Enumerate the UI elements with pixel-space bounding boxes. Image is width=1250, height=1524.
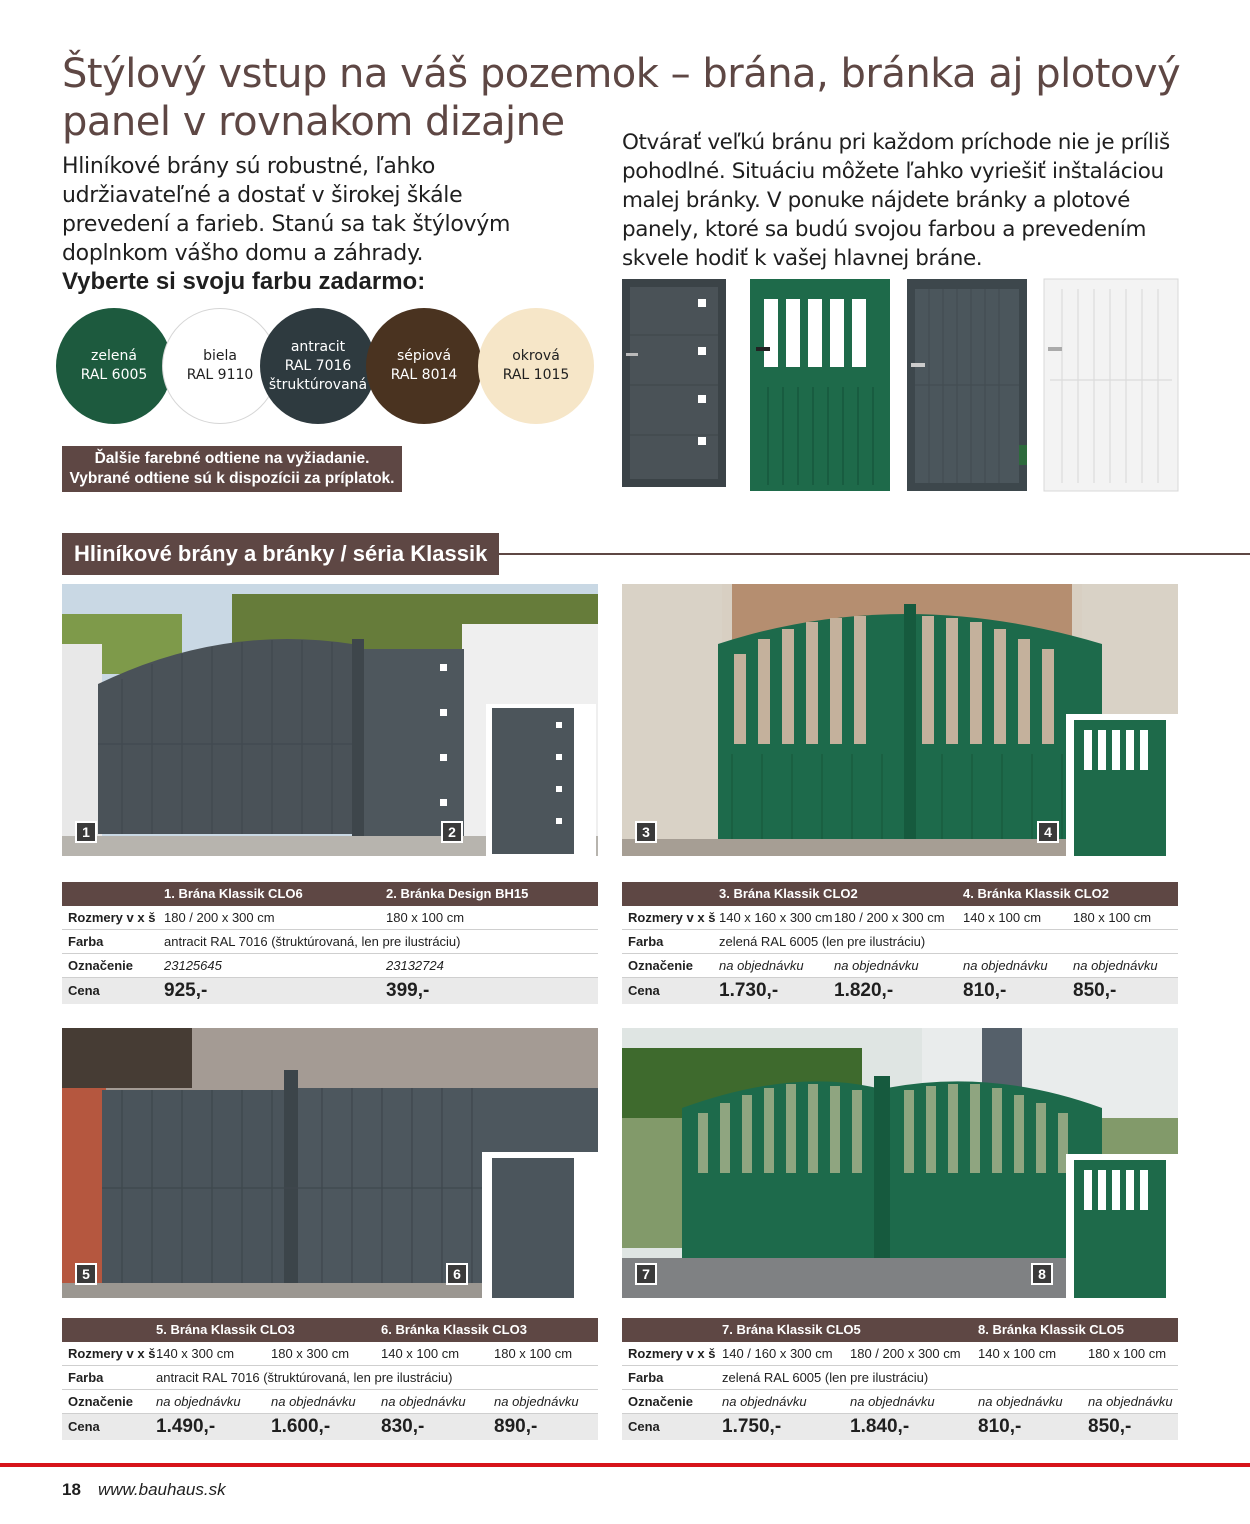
- table-cell: na objednávku: [381, 1394, 466, 1409]
- table-cell: na objednávku: [834, 958, 919, 973]
- table-cell: 180 / 200 x 300 cm: [164, 910, 275, 925]
- color-heading: Vyberte si svoju farbu zadarmo:: [62, 268, 426, 295]
- table-header: 7. Brána Klassik CLO5: [722, 1322, 861, 1337]
- table-cell: 23125645: [164, 958, 222, 973]
- swatch-label: RAL 8014: [390, 367, 458, 383]
- price: 399,-: [386, 980, 430, 1001]
- price: 890,-: [494, 1416, 538, 1437]
- table-cell: na objednávku: [850, 1394, 935, 1409]
- spec-table-2: [622, 882, 1178, 1004]
- price: 850,-: [1073, 980, 1117, 1001]
- section-divider: [490, 553, 1250, 555]
- footer-rule: [0, 1463, 1250, 1467]
- row-label: Cena: [628, 983, 660, 998]
- row-label: Farba: [68, 1370, 104, 1385]
- table-cell: zelená RAL 6005 (len pre ilustráciu): [719, 934, 926, 949]
- table-header: 3. Brána Klassik CLO2: [719, 886, 858, 901]
- photo-number: 6: [446, 1263, 468, 1285]
- spec-table-4: [622, 1318, 1178, 1440]
- color-swatch[interactable]: [56, 308, 172, 424]
- table-cell: na objednávku: [494, 1394, 579, 1409]
- spec-table-3: [62, 1318, 598, 1440]
- table-cell: antracit RAL 7016 (štruktúrovaná, len pre ilustráciu): [164, 934, 461, 949]
- gate-panel-anthracite-squares: [620, 275, 730, 495]
- table-cell: 140 x 300 cm: [156, 1346, 235, 1361]
- photo-number: 1: [75, 821, 97, 843]
- price: 1.730,-: [719, 980, 779, 1001]
- price: 810,-: [963, 980, 1007, 1001]
- table-cell: 180 x 300 cm: [271, 1346, 350, 1361]
- table-cell: 180 x 100 cm: [1073, 910, 1152, 925]
- row-label: Označenie: [628, 1394, 694, 1409]
- table-cell: 140 / 160 x 300 cm: [722, 1346, 833, 1361]
- photo-gate-clo5-green: [622, 1028, 1178, 1298]
- swatch-label: štruktúrovaná: [268, 376, 368, 393]
- row-label: Farba: [628, 1370, 664, 1385]
- row-label: Označenie: [628, 958, 694, 973]
- color-swatch[interactable]: [260, 308, 376, 424]
- row-label: Rozmery v x š: [628, 1346, 716, 1361]
- table-cell: na objednávku: [1088, 1394, 1173, 1409]
- table-cell: 140 x 160 x 300 cm: [719, 910, 833, 925]
- price: 1.820,-: [834, 980, 894, 1001]
- table-cell: 180 x 100 cm: [494, 1346, 573, 1361]
- table-header: 4. Bránka Klassik CLO2: [963, 886, 1109, 901]
- page-title: Štýlový vstup na váš pozemok – brána, bránka aj plotový panel v rovnakom dizajne: [62, 51, 1181, 145]
- price: 830,-: [381, 1416, 425, 1437]
- row-label: Cena: [628, 1419, 660, 1434]
- photo-number: 5: [75, 1263, 97, 1285]
- table-header: 2. Bránka Design BH15: [386, 886, 529, 901]
- table-cell: na objednávku: [271, 1394, 356, 1409]
- row-label: Cena: [68, 983, 100, 998]
- color-note-line2: Vybrané odtiene sú k dispozícii za príplatok.: [69, 470, 395, 487]
- swatch-label: zelená: [91, 348, 137, 364]
- table-header: 6. Bránka Klassik CLO3: [381, 1322, 527, 1337]
- table-cell: zelená RAL 6005 (len pre ilustráciu): [722, 1370, 929, 1385]
- table-cell: 23132724: [386, 958, 444, 973]
- row-label: Farba: [628, 934, 664, 949]
- swatch-label: sépiová: [396, 348, 452, 364]
- row-label: Rozmery v x š: [628, 910, 716, 925]
- table-header: 8. Bránka Klassik CLO5: [978, 1322, 1124, 1337]
- table-cell: antracit RAL 7016 (štruktúrovaná, len pre ilustráciu): [156, 1370, 453, 1385]
- price: 810,-: [978, 1416, 1022, 1437]
- intro-text-right: Otvárať veľkú bránu pri každom príchode nie je príliš pohodlné. Situáciu môžete ľahko vyriešiť inštaláciou malej bránky. V ponuke nájdete bránky a plotové panely, ktoré sa budú svojou farbou a prevedením skvele hodiť k vašej hlavnej bráne.: [622, 130, 1170, 271]
- row-label: Farba: [68, 934, 104, 949]
- photo-number: 4: [1037, 821, 1059, 843]
- color-swatch[interactable]: [366, 308, 482, 424]
- website-link[interactable]: www.bauhaus.sk: [98, 1480, 226, 1499]
- page-number: 18: [62, 1480, 81, 1499]
- gate-panel-white: [1042, 275, 1182, 500]
- table-header: 5. Brána Klassik CLO3: [156, 1322, 295, 1337]
- price: 1.490,-: [156, 1416, 216, 1437]
- swatch-label: RAL 9110: [186, 367, 254, 383]
- price: 925,-: [164, 980, 208, 1001]
- table-cell: 140 x 100 cm: [963, 910, 1042, 925]
- row-label: Označenie: [68, 1394, 134, 1409]
- swatch-label: RAL 7016: [284, 357, 352, 374]
- swatch-label: RAL 1015: [502, 367, 570, 383]
- swatch-label: okrová: [512, 348, 560, 364]
- photo-number: 2: [441, 821, 463, 843]
- row-label: Rozmery v x š: [68, 1346, 156, 1361]
- price: 850,-: [1088, 1416, 1132, 1437]
- table-cell: 180 x 100 cm: [1088, 1346, 1167, 1361]
- table-cell: na objednávku: [978, 1394, 1063, 1409]
- gate-panel-green-slats: [748, 275, 893, 500]
- photo-gate-clo6-anthracite: [62, 584, 598, 856]
- section-title: Hliníkové brány a bránky / séria Klassik: [62, 533, 499, 575]
- table-cell: 140 x 100 cm: [978, 1346, 1057, 1361]
- color-note-line1: Ďalšie farebné odtiene na vyžiadanie.: [94, 450, 370, 467]
- spec-table-1: [62, 882, 598, 1004]
- table-cell: na objednávku: [963, 958, 1048, 973]
- color-swatch[interactable]: [478, 308, 594, 424]
- row-label: Cena: [68, 1419, 100, 1434]
- table-cell: na objednávku: [722, 1394, 807, 1409]
- table-cell: na objednávku: [719, 958, 804, 973]
- row-label: Rozmery v x š: [68, 910, 156, 925]
- swatch-label: antracit: [290, 338, 346, 355]
- swatch-label: RAL 6005: [80, 367, 148, 383]
- intro-text-left: Hliníkové brány sú robustné, ľahko udržiavateľné a dostať v širokej škále prevedení a farieb. Stanú sa tak štýlovým doplnkom vášho domu a záhrady.: [62, 154, 511, 266]
- table-cell: 140 x 100 cm: [381, 1346, 460, 1361]
- photo-gate-clo2-green: [622, 584, 1178, 856]
- price: 1.750,-: [722, 1416, 782, 1437]
- table-cell: na objednávku: [156, 1394, 241, 1409]
- swatch-label: biela: [203, 348, 237, 364]
- price: 1.840,-: [850, 1416, 910, 1437]
- photo-number: 3: [635, 821, 657, 843]
- row-label: Označenie: [68, 958, 134, 973]
- table-cell: 180 / 200 x 300 cm: [850, 1346, 961, 1361]
- color-note: [62, 446, 402, 492]
- photo-gate-clo3-anthracite: [62, 1028, 598, 1298]
- photo-number: 7: [635, 1263, 657, 1285]
- gate-panel-anthracite-plain: [905, 275, 1030, 500]
- photo-number: 8: [1031, 1263, 1053, 1285]
- table-cell: 180 / 200 x 300 cm: [834, 910, 945, 925]
- table-cell: na objednávku: [1073, 958, 1158, 973]
- table-header: 1. Brána Klassik CLO6: [164, 886, 303, 901]
- table-cell: 180 x 100 cm: [386, 910, 465, 925]
- price: 1.600,-: [271, 1416, 331, 1437]
